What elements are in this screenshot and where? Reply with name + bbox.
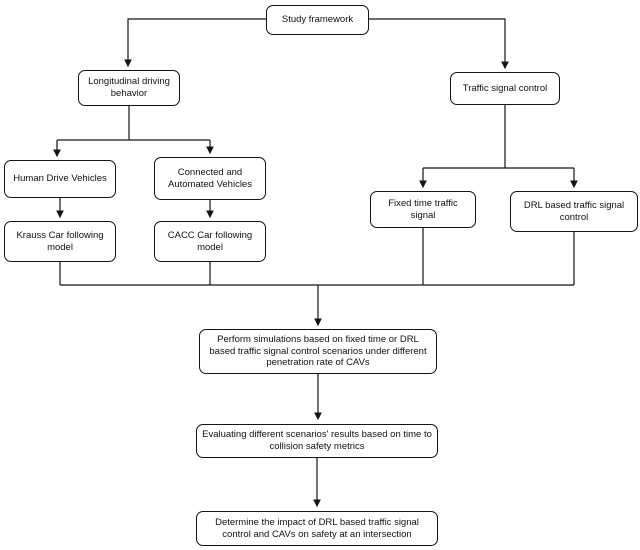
- node-fixed-time-traffic-signal: [370, 191, 476, 228]
- node-label: DRL based traffic signal control: [523, 199, 625, 223]
- node-label: Human Drive Vehicles: [13, 173, 107, 185]
- node-determine-impact: [196, 511, 438, 546]
- node-perform-simulations: [199, 329, 437, 374]
- node-drl-based-traffic-signal-control: [510, 191, 638, 232]
- node-longitudinal-driving-behavior: [78, 70, 180, 106]
- node-krauss-car-following-model: [4, 221, 116, 262]
- node-label: CACC Car following model: [167, 229, 253, 253]
- node-label: Perform simulations based on fixed time or DRL based traffic signal control scenarios under different penetration rate of CAVs: [209, 333, 427, 369]
- node-label: Determine the impact of DRL based traffic signal control and CAVs on safety at an intersection: [215, 516, 419, 540]
- node-connected-automated-vehicles: [154, 157, 266, 200]
- node-label: Traffic signal control: [462, 82, 548, 94]
- node-label: Evaluating different scenarios' results based on time to collision safety metrics: [202, 429, 432, 452]
- node-label: Fixed time traffic signal: [388, 197, 458, 221]
- node-evaluate-scenarios: [196, 424, 438, 458]
- node-label: Connected and Automated Vehicles: [168, 166, 252, 190]
- node-human-drive-vehicles: [4, 160, 116, 198]
- node-traffic-signal-control: [450, 72, 560, 105]
- node-study-framework: [266, 5, 369, 35]
- node-label: Longitudinal driving behavior: [88, 76, 170, 99]
- node-cacc-car-following-model: [154, 221, 266, 262]
- node-label: Krauss Car following model: [16, 229, 104, 253]
- node-label: Study framework: [281, 14, 354, 26]
